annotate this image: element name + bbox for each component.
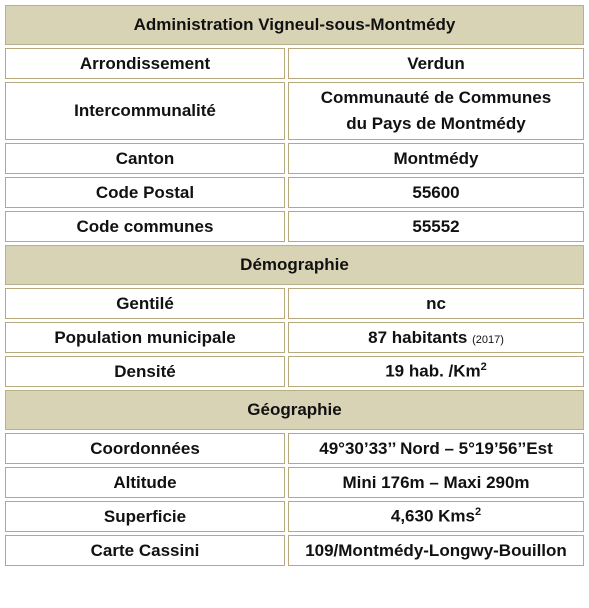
row-value-code-communes: 55552 — [288, 211, 584, 242]
table-title: Administration Vigneul-sous-Montmédy — [5, 5, 584, 45]
table-row — [5, 48, 584, 79]
value-line-2: du Pays de Montmédy — [346, 114, 526, 133]
row-value-altitude: Mini 176m – Maxi 290m — [288, 467, 584, 498]
population-year: (2017) — [472, 333, 504, 346]
row-label-coordonnees: Coordonnées — [5, 433, 285, 464]
row-label-carte-cassini: Carte Cassini — [5, 535, 285, 566]
row-label-population: Population municipale — [5, 322, 285, 353]
densite-value: 19 hab. /Km — [385, 361, 481, 381]
section-heading-demographie: Démographie — [5, 245, 584, 285]
row-value-superficie — [288, 501, 584, 532]
section-heading-geographie: Géographie — [5, 390, 584, 430]
row-value-canton: Montmédy — [288, 143, 584, 174]
row-label-densite: Densité — [5, 356, 285, 387]
table-row — [5, 501, 584, 532]
row-label-code-communes: Code communes — [5, 211, 285, 242]
table-row — [5, 288, 584, 319]
row-value-coordonnees: 49°30’33’’ Nord – 5°19’56’’Est — [288, 433, 584, 464]
row-label-code-postal: Code Postal — [5, 177, 285, 208]
population-value: 87 habitants — [368, 327, 468, 347]
section-row — [5, 390, 584, 430]
row-label-intercommunalite: Intercommunalité — [5, 82, 285, 140]
table-row — [5, 211, 584, 242]
table-row — [5, 356, 584, 387]
superficie-value: 4,630 Kms — [390, 506, 475, 526]
table-row — [5, 433, 584, 464]
row-value-population — [288, 322, 584, 353]
row-value-intercommunalite — [288, 82, 584, 140]
table-row — [5, 467, 584, 498]
superficie-exponent: 2 — [475, 506, 482, 519]
row-value-gentile: nc — [288, 288, 584, 319]
row-label-superficie: Superficie — [5, 501, 285, 532]
row-label-arrondissement: Arrondissement — [5, 48, 285, 79]
row-value-arrondissement: Verdun — [288, 48, 584, 79]
row-value-code-postal: 55600 — [288, 177, 584, 208]
info-table — [2, 2, 587, 569]
table-row — [5, 535, 584, 566]
table-row — [5, 143, 584, 174]
row-value-carte-cassini: 109/Montmédy-Longwy-Bouillon — [288, 535, 584, 566]
title-row — [5, 5, 584, 45]
row-label-gentile: Gentilé — [5, 288, 285, 319]
value-line-1: Communauté de Communes — [320, 88, 552, 107]
table-row — [5, 82, 584, 140]
table-row — [5, 322, 584, 353]
row-label-canton: Canton — [5, 143, 285, 174]
table-row — [5, 177, 584, 208]
row-value-densite — [288, 356, 584, 387]
section-row — [5, 245, 584, 285]
densite-exponent: 2 — [480, 361, 487, 374]
row-label-altitude: Altitude — [5, 467, 285, 498]
